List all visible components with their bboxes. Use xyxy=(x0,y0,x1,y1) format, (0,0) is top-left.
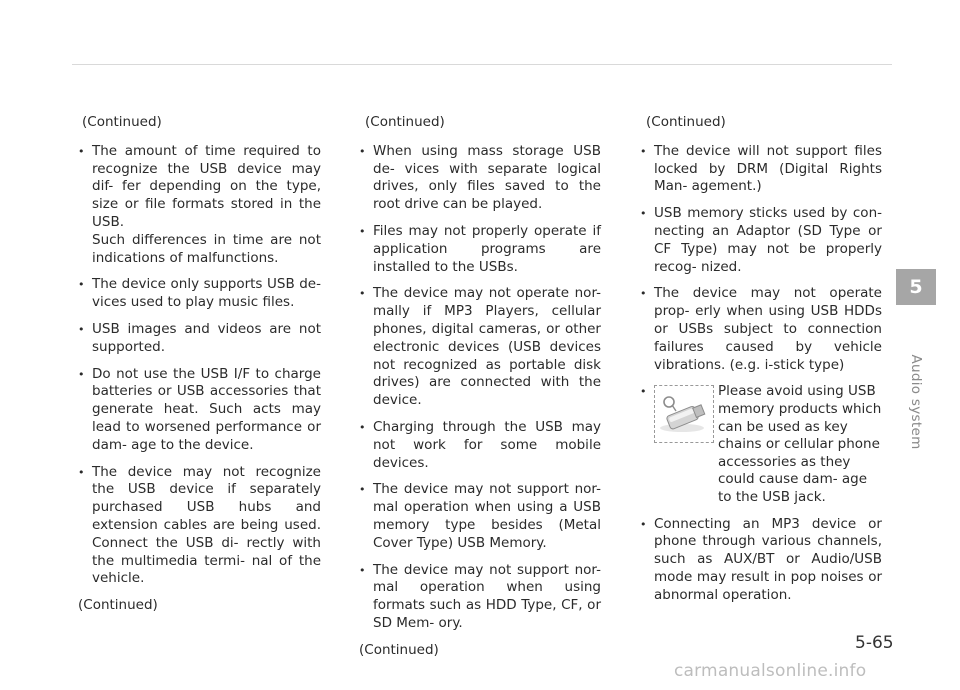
bullet-list xyxy=(359,143,601,633)
continued-header: (Continued) xyxy=(365,114,445,130)
list-item: • The device may not operate prop- erly when using USB HDDs or USBs subject to connection failures caused by vehicle vibrations. (e.g. i-stick type) xyxy=(640,285,882,374)
list-item: • The device will not support files locked by DRM (Digital Rights Man- agement.) xyxy=(640,143,882,196)
list-item: • USB images and videos are not supported. xyxy=(78,321,321,357)
list-item: • The device only supports USB de- vices used to play music files. xyxy=(78,276,321,312)
usb-warning-item xyxy=(654,383,882,506)
list-item: • Do not use the USB I/F to charge batteries or USB accessories that generate heat. Such acts may lead to worsened performance or dam- age to the device. xyxy=(78,366,321,455)
list-item: • Connecting an MP3 device or phone through various channels, such as AUX/BT or Audio/USB mode may result in pop noises or abnormal operation. xyxy=(640,516,882,605)
usb-keychain-image xyxy=(654,385,714,443)
continued-header: (Continued) xyxy=(82,114,162,130)
list-item: • The device may not support nor- mal operation when using formats such as HDD Type, CF, or SD Mem- ory. xyxy=(359,562,601,633)
list-item: • The device may not operate nor- mally if MP3 Players, cellular phones, digital cameras, or other electronic devices (USB devices not recognized as portable disk drives) are connected with the device. xyxy=(359,285,601,410)
continued-footer: (Continued) xyxy=(359,641,439,658)
column-2 xyxy=(359,114,601,660)
list-item: • The amount of time required to recognize the USB device may dif- fer depending on the type, size or file formats stored in the USB. Such differences in time are not indications of malfunctions. xyxy=(78,143,321,268)
bullet-list xyxy=(640,143,882,605)
continued-header: (Continued) xyxy=(646,114,726,130)
column-3 xyxy=(640,114,882,614)
list-item: • When using mass storage USB de- vices with separate logical drives, only files saved to the root drive can be played. xyxy=(359,143,601,214)
chapter-label: Audio system xyxy=(908,354,924,450)
usb-warning-text: • Please avoid using USB memory products which can be used as key chains or cellular phone accessories as they could cause dam- age to the USB jack. xyxy=(718,383,882,505)
continued-footer: (Continued) xyxy=(78,597,158,614)
list-item: • USB memory sticks used by con- necting an Adaptor (SD Type or CF Type) may not be properly recog- nized. xyxy=(640,205,882,276)
column-1 xyxy=(78,114,321,615)
list-item: • The device may not support nor- mal operation when using a USB memory type besides (Metal Cover Type) USB Memory. xyxy=(359,481,601,552)
list-item: • Charging through the USB may not work for some mobile devices. xyxy=(359,419,601,472)
top-rule xyxy=(72,64,892,65)
list-item xyxy=(640,383,882,506)
chapter-number-tab: 5 xyxy=(896,269,936,305)
list-item: • The device may not recognize the USB device if separately purchased USB hubs and extension cables are being used. Connect the USB di- rectly with the multimedia termi- nal of the vehicle. xyxy=(78,464,321,589)
page-number: 5-65 xyxy=(855,633,894,653)
usb-stick-icon xyxy=(655,386,713,442)
list-item: • Files may not properly operate if application programs are installed to the USBs. xyxy=(359,223,601,276)
watermark: carmanualsonline.info xyxy=(674,661,867,681)
bullet-list xyxy=(78,143,321,588)
